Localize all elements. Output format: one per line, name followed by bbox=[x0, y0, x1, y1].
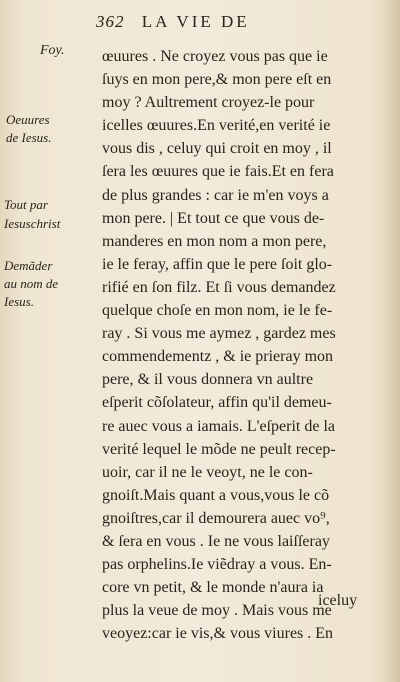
text-line: ie le feray, affin que le pere ſoit glo- bbox=[102, 255, 333, 273]
text-line: gnoiſtres,car il demourera auec vo⁹, bbox=[102, 509, 330, 527]
margin-note-line: Foy. bbox=[40, 43, 65, 58]
text-line: pere, & il vous donnera vn aultre bbox=[102, 371, 314, 389]
text-line: commendementz , & ie prieray mon bbox=[102, 348, 334, 366]
text-line: icelles œuures.En verité,en verité ie bbox=[102, 117, 331, 135]
text-line: rifié en ſon filz. Et ſi vous demandez bbox=[102, 278, 336, 296]
running-title: LA VIE DE bbox=[141, 12, 250, 31]
text-line: quelque choſe en mon nom, ie le fe- bbox=[102, 302, 333, 320]
text-line: mon pere. | Et tout ce que vous de- bbox=[102, 209, 325, 227]
text-line: eſperit cõſolateur, affin qu'il demeu- bbox=[102, 394, 332, 412]
text-line: manderes en mon nom a mon pere, bbox=[102, 232, 327, 250]
margin-note-line: au nom de bbox=[4, 276, 59, 291]
text-line: & ſera en vous . Ie ne vous laiſſeray bbox=[102, 532, 330, 550]
text-line: ray . Si vous me aymez , gardez mes bbox=[102, 325, 336, 343]
margin-note-line: Demãder bbox=[4, 258, 53, 273]
margin-note-demander bbox=[4, 258, 104, 310]
margin-note-line: Tout par bbox=[4, 197, 48, 212]
text-line: plus la veue de moy . Mais vous me bbox=[102, 602, 332, 620]
text-line: gnoiſt.Mais quant a vous,vous le cõ bbox=[102, 486, 330, 504]
margin-note-line: de Iesus. bbox=[6, 130, 52, 145]
text-line: pas orphelins.Ie viẽdray a vous. En- bbox=[102, 556, 332, 574]
text-line: de plus grandes : car ie m'en voys a bbox=[102, 186, 329, 204]
text-line: ſuys en mon pere,& mon pere eſt en bbox=[102, 71, 332, 89]
margin-note-line: Iesus. bbox=[4, 294, 34, 309]
margin-note-line: Iesuschrist bbox=[4, 216, 61, 231]
text-line: veoyez:car ie vis,& vous viures . En bbox=[102, 625, 334, 643]
page-number: 362 bbox=[96, 12, 125, 31]
text-line: ſera les œuures que ie fais.Et en fera bbox=[102, 163, 334, 181]
text-line: moy ? Aultrement croyez-le pour bbox=[102, 94, 315, 112]
catchword: iceluy bbox=[318, 592, 358, 609]
main-text-block bbox=[102, 45, 392, 645]
text-line: verité lequel le mõde ne peult recep- bbox=[102, 440, 336, 458]
text-line: uoir, car il ne le veoyt, ne le con- bbox=[102, 463, 313, 481]
text-line: œuures . Ne croyez vous pas que ie bbox=[102, 48, 328, 65]
margin-note-oeuures bbox=[6, 112, 106, 146]
running-header bbox=[96, 12, 250, 32]
text-line: core vn petit, & le monde n'aura ia bbox=[102, 579, 324, 597]
margin-note-line: Oeuures bbox=[6, 112, 50, 127]
text-line: vous dis , celuy qui croit en moy , il bbox=[102, 140, 332, 158]
text-line: re auec vous a iamais. L'eſperit de la bbox=[102, 417, 335, 435]
margin-note-tout-par bbox=[4, 197, 104, 232]
